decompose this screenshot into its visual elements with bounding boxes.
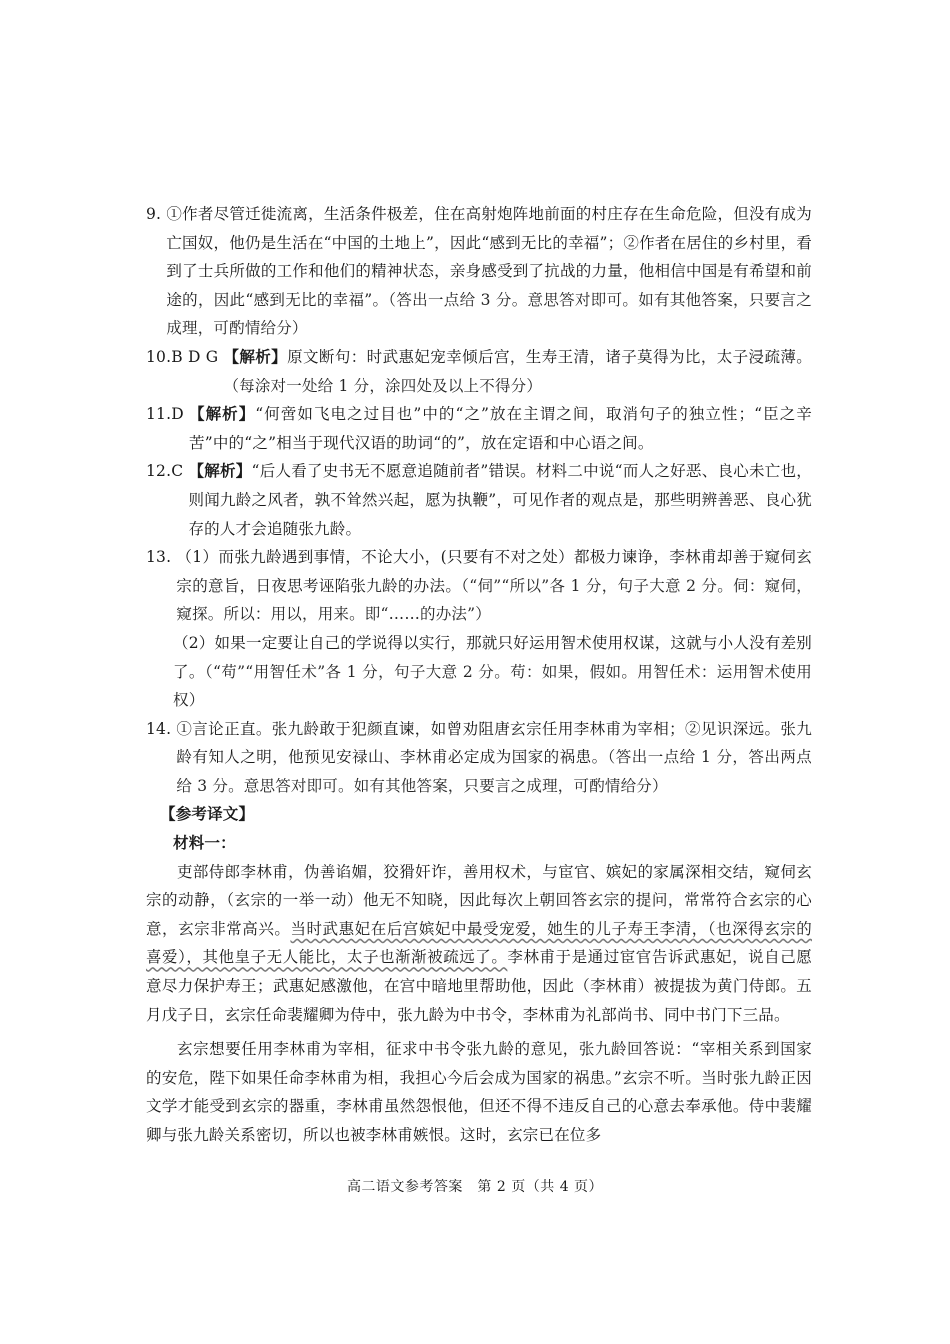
analysis-tag: 【解析】 — [189, 404, 256, 424]
question-number: 10.B D G — [146, 347, 224, 366]
question-number: 14. — [146, 719, 177, 738]
answer-text: ①言论正直。张九龄敢于犯颜直谏，如曾劝阻唐玄宗任用李林甫为宰相；②见识深远。张九龄有知人之明，他预见安禄山、李林甫必定成为国家的祸患。 — [176, 719, 812, 767]
answer-text: “后人看了史书无不愿意追随前者”错误。材料二中说“而人之好恶、良心未亡也，则闻九龄之风者，孰不耸然兴起，愿为执鞭”，可见作者的观点是，那些明辨善恶、良心犹存的人才会追随张九龄。 — [188, 462, 812, 538]
scoring-note: （“苟”“用智任术”各 1 分，句子大意 2 分。苟：如果，假如。用智任术：运用智术使用权） — [173, 662, 812, 710]
answer-item-14 — [146, 715, 812, 801]
translation-paragraph-2: 玄宗想要任用李林甫为宰相，征求中书令张九龄的意见，张九龄回答说：“宰相关系到国家的安危，陛下如果任命李林甫为相，我担心今后会成为国家的祸患。”玄宗不听。当时张九龄正因文学才能受到玄宗的器重，李林甫虽然怨恨他，但还不得不违反自己的心意去奉承他。侍中裴耀卿与张九龄关系密切，所以也被李林甫嫉恨。这时，玄宗已在位多 — [146, 1040, 812, 1144]
answer-text: 原文断句：时武惠妃宠幸倾后宫，生寿王清，诸子莫得为比，太子浸疏薄。 — [287, 347, 812, 366]
wavy-underlined-text: 当时武惠妃在后宫嫔妃中最受宠爱，她生的儿子寿王李清，（也深得玄宗的喜爱），其他皇子无人能比，太子也渐渐被疏远了。 — [146, 919, 812, 967]
scoring-note: （答出一点给 3 分。意思答对即可。如有其他答案，只要言之成理，可酌情给分） — [166, 290, 812, 338]
answer-text: “何啻如飞电之过目也”中的“之”放在主谓之间，取消句子的独立性；“臣之辛苦”中的“之”相当于现代汉语的助词“的”，放在定语和中心语之间。 — [189, 405, 812, 452]
answer-item-12 — [146, 457, 812, 543]
scoring-note: （答出一点给 1 分，答出两点给 3 分。意思答对即可。如有其他答案，只要言之成理，可酌情给分） — [176, 748, 813, 795]
question-number: 9. — [146, 205, 167, 223]
answer-item-13 — [146, 543, 812, 629]
translation-text: 李林甫于是通过宦官告诉武惠妃，说自己愿意尽力保护寿王；武惠妃感激他，在宫中暗地里帮助他，因此（李林甫）被提拔为黄门侍郎。五月戊子日，玄宗任命裴耀卿为侍中，张九龄为中书令，李林甫为礼部尚书、同中书门下三品。 — [146, 948, 812, 1024]
answer-item-10 — [146, 343, 812, 400]
answer-item-13-part-2 — [146, 629, 812, 715]
scoring-note: （“伺”“所以”各 1 分，句子大意 2 分。伺：窥伺，窥探。所以：用以，用来。即“……的办法”） — [176, 576, 813, 624]
analysis-tag: 【解析】 — [223, 346, 288, 366]
question-number: 12.C — [146, 462, 189, 481]
material-one-heading: 材料一： — [173, 833, 236, 853]
reference-translation-heading: 【参考译文】 — [160, 804, 255, 824]
scoring-note: （每涂对一处给 1 分，涂四处及以上不得分） — [223, 376, 543, 395]
answer-text-part-1: （1）而张九龄遇到事情，不论大小，(只要有不对之处）都极力谏诤，李林甫却善于窥伺玄宗的意旨，日夜思考诬陷张九龄的办法。 — [176, 548, 812, 595]
answer-item-11 — [146, 400, 812, 457]
question-number: 13. — [146, 548, 177, 567]
translation-text: 吏部侍郎李林甫，伪善谄媚，狡猾奸诈，善用权术，与宦官、嫔妃的家属深相交结，窥伺玄宗的动静，（玄宗的一举一动）他无不知晓，因此每次上朝回答玄宗的提问，常常符合玄宗的心意，玄宗非常高兴。 — [146, 862, 812, 938]
answer-item-9 — [146, 200, 812, 343]
answer-content — [146, 200, 812, 1150]
question-number: 11.D — [146, 405, 190, 424]
analysis-tag: 【解析】 — [188, 461, 252, 481]
answer-text-part-2: （2）如果一定要让自己的学说得以实行，那就只好运用智术使用权谋，这就与小人没有差别了。 — [173, 633, 812, 681]
translation-paragraph-1 — [146, 858, 812, 1030]
answer-text: ①作者尽管迁徙流离，生活条件极差，住在高射炮阵地前面的村庄存在生命危险，但没有成为亡国奴，他仍是生活在“中国的土地上”，因此“感到无比的幸福”；②作者在居住的乡村里，看到了士兵所做的工作和他们的精神状态，亲身感受到了抗战的力量，他相信中国是有希望和前途的，因此“感到无比的幸福”。 — [166, 205, 812, 309]
page-footer: 高二语文参考答案 第 2 页（共 4 页） — [346, 1179, 604, 1195]
